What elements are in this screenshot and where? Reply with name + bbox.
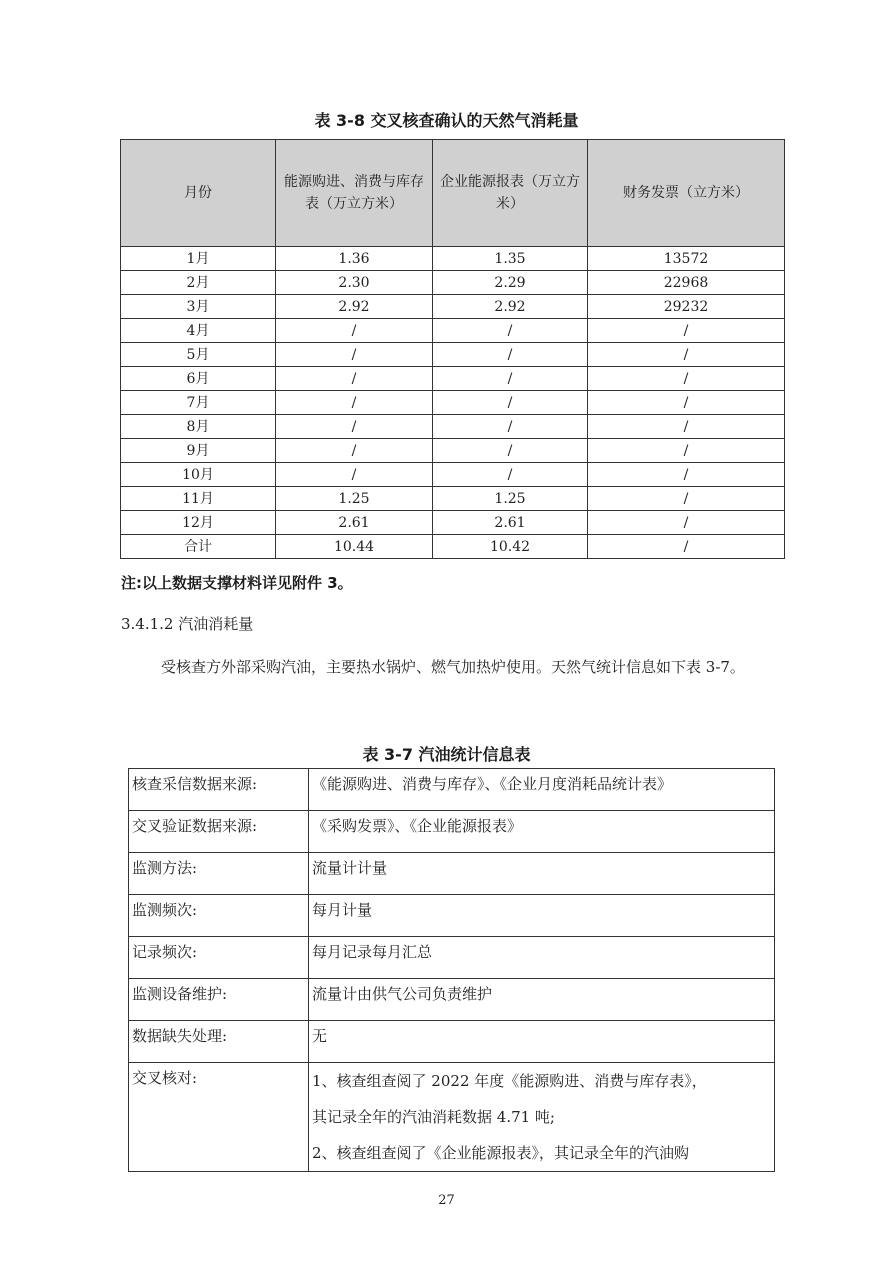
header-energy-report: 企业能源报表（万立方米） (433, 140, 588, 247)
header-invoice: 财务发票（立方米） (588, 140, 785, 247)
table-3-7 (128, 768, 775, 1172)
table-3-8 (120, 139, 785, 559)
table-cell: / (433, 463, 588, 487)
info-label: 监测设备维护: (129, 979, 309, 1021)
info-value: 每月记录每月汇总 (309, 937, 775, 979)
table-cell: 1.25 (276, 487, 433, 511)
table-cell: 2.29 (433, 271, 588, 295)
table-cell: / (588, 319, 785, 343)
table-cell: / (276, 391, 433, 415)
table-row (121, 367, 785, 391)
info-label: 监测频次: (129, 895, 309, 937)
info-row (129, 895, 775, 937)
header-energy-purchase: 能源购进、消费与库存表（万立方米） (276, 140, 433, 247)
info-label: 交叉核对: (129, 1063, 309, 1172)
table-row (121, 463, 785, 487)
table-row (121, 415, 785, 439)
table-cell: / (588, 367, 785, 391)
table-cell: / (276, 439, 433, 463)
subsection-heading: 3.4.1.2 汽油消耗量 (121, 615, 254, 633)
table-cell: 9月 (121, 439, 276, 463)
table-cell: 2.92 (276, 295, 433, 319)
table-cell: 2.30 (276, 271, 433, 295)
table-row (121, 247, 785, 271)
table-cell: / (433, 367, 588, 391)
page-number: 27 (438, 1193, 455, 1208)
info-row (129, 811, 775, 853)
table-cell: 29232 (588, 295, 785, 319)
info-value: 每月计量 (309, 895, 775, 937)
table-row (121, 319, 785, 343)
table-note: 注:以上数据支撑材料详见附件 3。 (121, 574, 353, 592)
table-cell: 2.92 (433, 295, 588, 319)
info-row (129, 937, 775, 979)
table-cell: / (276, 463, 433, 487)
table-row (121, 535, 785, 559)
table-cell: 4月 (121, 319, 276, 343)
table-cell: / (433, 415, 588, 439)
table-cell: / (588, 463, 785, 487)
table-cell: 22968 (588, 271, 785, 295)
table-cell: 1.35 (433, 247, 588, 271)
info-label: 数据缺失处理: (129, 1021, 309, 1063)
table-cell: 7月 (121, 391, 276, 415)
body-paragraph: 受核查方外部采购汽油，主要热水锅炉、燃气加热炉使用。天然气统计信息如下表 3-7。 (161, 658, 745, 676)
table-cell: 11月 (121, 487, 276, 511)
table-cell: 8月 (121, 415, 276, 439)
table-row (121, 295, 785, 319)
info-value: 流量计计量 (309, 853, 775, 895)
table-cell: 3月 (121, 295, 276, 319)
info-value (309, 1063, 775, 1172)
table-cell: 5月 (121, 343, 276, 367)
table-cell: / (588, 535, 785, 559)
table-cell: 10.42 (433, 535, 588, 559)
table-cell: / (276, 343, 433, 367)
table-row (121, 391, 785, 415)
table-row (121, 511, 785, 535)
info-label: 交叉验证数据来源: (129, 811, 309, 853)
table-cell: / (588, 511, 785, 535)
info-value-line: 2、核查组查阅了《企业能源报表》，其记录全年的汽油购 (312, 1144, 690, 1162)
table-row (121, 271, 785, 295)
table-cell: / (276, 415, 433, 439)
table-cell: / (433, 439, 588, 463)
table-header-row (121, 140, 785, 247)
table-cell: / (588, 487, 785, 511)
info-row (129, 769, 775, 811)
table-cell: / (588, 343, 785, 367)
table-cell: / (588, 415, 785, 439)
info-value: 流量计由供气公司负责维护 (309, 979, 775, 1021)
table-cell: / (276, 319, 433, 343)
table-cell: / (588, 439, 785, 463)
header-month: 月份 (121, 140, 276, 247)
table-row (121, 487, 785, 511)
info-row (129, 979, 775, 1021)
table-cell: 6月 (121, 367, 276, 391)
info-row (129, 853, 775, 895)
info-value: 无 (309, 1021, 775, 1063)
table-cell: 10.44 (276, 535, 433, 559)
info-value-line: 1、核查组查阅了 2022 年度《能源购进、消费与库存表》， (312, 1072, 707, 1090)
info-label: 核查采信数据来源: (129, 769, 309, 811)
table-cell: / (276, 367, 433, 391)
info-value-line: 其记录全年的汽油消耗数据 4.71 吨; (312, 1108, 555, 1126)
table-row (121, 343, 785, 367)
table-cell: / (433, 319, 588, 343)
info-label: 监测方法: (129, 853, 309, 895)
table-cell: 10月 (121, 463, 276, 487)
table-cell: 2.61 (433, 511, 588, 535)
table-3-8-title: 表 3-8 交叉核查确认的天然气消耗量 (314, 111, 579, 130)
table-cell: 1.36 (276, 247, 433, 271)
table-cell: 13572 (588, 247, 785, 271)
table-cell: 2.61 (276, 511, 433, 535)
info-row (129, 1063, 775, 1172)
table-cell: 合计 (121, 535, 276, 559)
table-cell: 1.25 (433, 487, 588, 511)
info-label: 记录频次: (129, 937, 309, 979)
table-row (121, 439, 785, 463)
table-cell: / (588, 391, 785, 415)
table-cell: / (433, 343, 588, 367)
info-value: 《能源购进、消费与库存》、《企业月度消耗品统计表》 (309, 769, 775, 811)
table-cell: / (433, 391, 588, 415)
info-row (129, 1021, 775, 1063)
table-cell: 1月 (121, 247, 276, 271)
table-cell: 2月 (121, 271, 276, 295)
table-cell: 12月 (121, 511, 276, 535)
info-value: 《采购发票》、《企业能源报表》 (309, 811, 775, 853)
table-3-7-title: 表 3-7 汽油统计信息表 (362, 745, 531, 764)
